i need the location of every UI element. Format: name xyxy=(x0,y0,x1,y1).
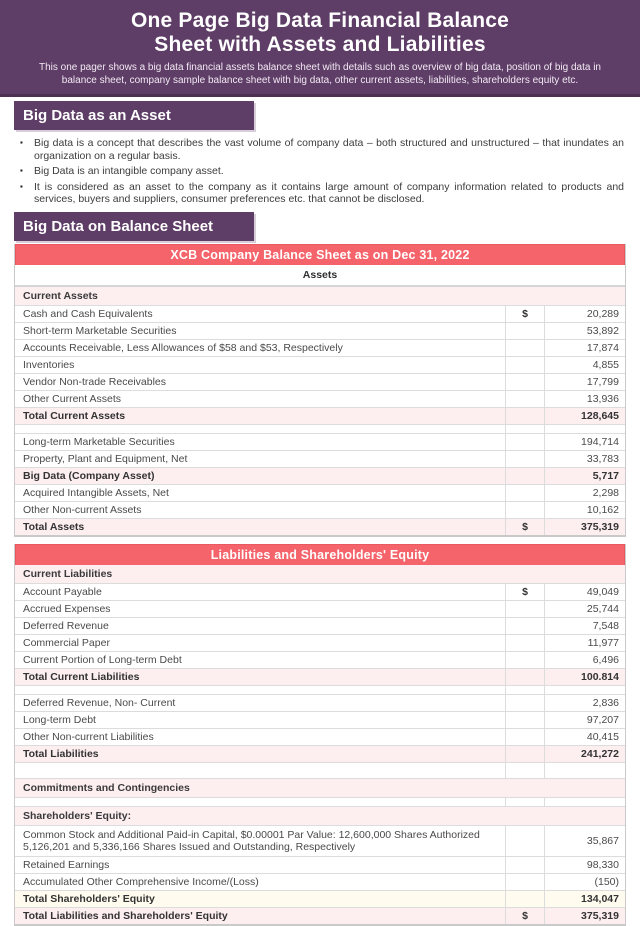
row-currency xyxy=(505,502,545,518)
row-label: Inventories xyxy=(23,358,75,371)
bullet-text: Big Data is an intangible company asset. xyxy=(34,165,224,177)
row-currency xyxy=(505,357,545,373)
row-label: Common Stock and Additional Paid-in Capital, $0.00001 Par Value: 12,600,000 Shares Authorized 5,126,201 and 5,336,166 Shares Issued and Outstanding, Respectively xyxy=(23,828,480,853)
row-currency xyxy=(505,635,545,651)
table-row xyxy=(15,601,625,618)
row-label: Total Current Assets xyxy=(23,409,126,422)
table-row xyxy=(15,485,625,502)
row-label xyxy=(15,798,505,806)
table-row xyxy=(15,287,625,306)
bullet-item xyxy=(16,181,624,206)
section-banner-label: Big Data as an Asset xyxy=(23,107,171,124)
table-row xyxy=(15,763,625,779)
row-currency xyxy=(505,618,545,634)
table-row xyxy=(15,265,625,287)
row-value: 134,047 xyxy=(581,892,619,905)
row-label: Deferred Revenue, Non- Current xyxy=(23,696,176,709)
row-value: 100.814 xyxy=(581,670,619,683)
row-label: Account Payable xyxy=(23,585,102,598)
row-label: Assets xyxy=(302,268,338,281)
row-currency xyxy=(505,391,545,407)
row-label: Shareholders' Equity: xyxy=(23,809,132,822)
row-value: 2,298 xyxy=(592,486,619,499)
bullet-text: It is considered as an asset to the company as it contains large amount of company information related to products and services, buyers and suppliers, consumer preferences etc. that cannot be disclosed. xyxy=(34,180,624,205)
row-value: 11,977 xyxy=(587,636,619,649)
liabilities-table-body xyxy=(15,565,625,925)
assets-table-header: XCB Company Balance Sheet as on Dec 31, 2022 xyxy=(15,244,625,265)
row-currency xyxy=(505,468,545,484)
bullet-item xyxy=(16,137,624,162)
liabilities-table-header: Liabilities and Shareholders' Equity xyxy=(15,544,625,565)
row-currency xyxy=(505,652,545,668)
row-value: 194,714 xyxy=(581,435,619,448)
liabilities-table xyxy=(14,544,626,926)
row-value: 97,207 xyxy=(586,713,619,726)
row-currency xyxy=(505,763,545,778)
page-title-line1: One Page Big Data Financial Balance xyxy=(130,9,510,32)
table-row xyxy=(15,434,625,451)
row-label: Long-term Marketable Securities xyxy=(23,435,175,448)
page-header xyxy=(0,0,640,97)
row-label: Other Non-current Liabilities xyxy=(23,730,154,743)
table-row xyxy=(15,408,625,425)
table-row xyxy=(15,652,625,669)
table-row xyxy=(15,635,625,652)
row-label: Property, Plant and Equipment, Net xyxy=(23,452,188,465)
row-value: 25,744 xyxy=(586,602,619,615)
row-label xyxy=(15,763,505,778)
assets-table xyxy=(14,244,626,537)
table-row xyxy=(15,425,625,434)
row-label: Deferred Revenue xyxy=(23,619,109,632)
row-label: Accrued Expenses xyxy=(23,602,111,615)
row-currency xyxy=(505,874,545,890)
table-row xyxy=(15,391,625,408)
row-value: 10,162 xyxy=(586,503,619,516)
row-label: Total Current Liabilities xyxy=(23,670,140,683)
row-label: Current Liabilities xyxy=(23,567,113,580)
table-row xyxy=(15,779,625,798)
row-value: 98,330 xyxy=(586,858,619,871)
section-banner-label: Big Data on Balance Sheet xyxy=(23,217,214,235)
row-label: Other Non-current Assets xyxy=(23,503,142,516)
bullet-icon: ▪ xyxy=(20,138,23,147)
table-row xyxy=(15,340,625,357)
table-row xyxy=(15,729,625,746)
row-label: Total Shareholders' Equity xyxy=(23,892,155,905)
row-label: Acquired Intangible Assets, Net xyxy=(23,486,169,499)
table-row xyxy=(15,686,625,695)
row-currency xyxy=(505,340,545,356)
row-currency: $ xyxy=(505,306,545,322)
row-value: 6,496 xyxy=(592,653,619,666)
row-label: Total Assets xyxy=(23,520,85,533)
row-label: Accumulated Other Comprehensive Income/(Loss) xyxy=(23,875,259,888)
row-value: 5,717 xyxy=(592,469,619,482)
table-row xyxy=(15,618,625,635)
row-value: (150) xyxy=(594,875,619,888)
row-label: Total Liabilities and Shareholders' Equity xyxy=(23,909,228,922)
table-row xyxy=(15,669,625,686)
row-label: Total Liabilities xyxy=(23,747,99,760)
row-currency xyxy=(505,601,545,617)
row-label xyxy=(15,686,505,694)
page-title xyxy=(0,9,640,57)
table-row xyxy=(15,306,625,323)
row-value xyxy=(545,763,625,778)
page-title-line2: Sheet with Assets and Liabilities xyxy=(154,33,486,56)
row-value xyxy=(545,686,625,694)
row-label: Accounts Receivable, Less Allowances of $58 and $53, Respectively xyxy=(23,341,343,354)
table-row xyxy=(15,746,625,763)
table-row xyxy=(15,502,625,519)
table-row xyxy=(15,857,625,874)
row-currency xyxy=(505,798,545,806)
row-label xyxy=(15,425,505,433)
row-label: Commitments and Contingencies xyxy=(23,781,190,794)
row-currency xyxy=(505,891,545,907)
row-label: Retained Earnings xyxy=(23,858,110,871)
bullet-item xyxy=(16,165,624,178)
row-currency xyxy=(505,729,545,745)
table-row xyxy=(15,374,625,391)
row-label: Short-term Marketable Securities xyxy=(23,324,177,337)
bullet-text: Big data is a concept that describes the vast volume of company data – both structured and unstructured – that inundates an organization on a regular basis. xyxy=(34,137,624,162)
row-label: Current Portion of Long-term Debt xyxy=(23,653,182,666)
row-currency xyxy=(505,434,545,450)
section-banner-big-data-asset xyxy=(14,101,254,130)
row-value: 4,855 xyxy=(592,358,619,371)
table-row xyxy=(15,519,625,536)
row-value xyxy=(545,425,625,433)
row-value: 2,836 xyxy=(592,696,619,709)
row-value: 53,892 xyxy=(586,324,619,337)
bullet-list xyxy=(16,137,624,206)
row-currency xyxy=(505,451,545,467)
row-value: 241,272 xyxy=(581,747,619,760)
row-value: 17,874 xyxy=(586,341,619,354)
row-currency xyxy=(505,669,545,685)
row-label: Other Current Assets xyxy=(23,392,122,405)
row-value: 375,319 xyxy=(581,520,619,533)
table-row xyxy=(15,712,625,729)
row-value: 7,548 xyxy=(592,619,619,632)
table-row xyxy=(15,584,625,601)
table-row xyxy=(15,468,625,485)
row-value: 17,799 xyxy=(586,375,619,388)
row-value xyxy=(545,798,625,806)
table-row xyxy=(15,798,625,807)
table-row xyxy=(15,451,625,468)
assets-table-body xyxy=(15,265,625,536)
row-currency xyxy=(505,857,545,873)
table-row xyxy=(15,826,625,857)
table-row xyxy=(15,908,625,925)
row-label: Vendor Non-trade Receivables xyxy=(23,375,167,388)
row-label: Long-term Debt xyxy=(23,713,96,726)
table-row xyxy=(15,891,625,908)
row-currency xyxy=(505,746,545,762)
row-currency xyxy=(505,485,545,501)
row-label: Current Assets xyxy=(23,289,98,302)
row-currency xyxy=(505,374,545,390)
bullet-icon: ▪ xyxy=(20,181,23,191)
row-currency xyxy=(505,826,545,856)
row-label: Commercial Paper xyxy=(23,636,110,649)
table-row xyxy=(15,357,625,374)
row-currency: $ xyxy=(505,584,545,600)
row-currency xyxy=(505,686,545,694)
row-label: Big Data (Company Asset) xyxy=(23,469,155,482)
row-value: 35,867 xyxy=(586,834,619,847)
row-label: Cash and Cash Equivalents xyxy=(23,307,153,320)
row-currency xyxy=(505,408,545,424)
row-currency xyxy=(505,323,545,339)
table-row xyxy=(15,565,625,584)
row-currency: $ xyxy=(505,519,545,535)
row-value: 20,289 xyxy=(586,307,619,320)
page-subtitle: This one pager shows a big data financial assets balance sheet with details such as overview of big data, position of big data in balance sheet, company sample balance sheet with big data, other current assets, liabilities, shareholders equity etc. xyxy=(38,62,601,86)
row-value: 40,415 xyxy=(586,730,619,743)
row-currency xyxy=(505,712,545,728)
row-currency: $ xyxy=(505,908,545,924)
section-banner-balance-sheet xyxy=(14,212,254,241)
table-row xyxy=(15,323,625,340)
row-value: 128,645 xyxy=(581,409,619,422)
table-row xyxy=(15,874,625,891)
row-value: 49,049 xyxy=(586,585,619,598)
row-value: 33,783 xyxy=(586,452,619,465)
table-row xyxy=(15,695,625,712)
row-currency xyxy=(505,695,545,711)
table-row xyxy=(15,807,625,826)
bullet-icon: ▪ xyxy=(20,166,23,175)
row-currency xyxy=(505,425,545,433)
row-value: 13,936 xyxy=(586,392,619,405)
row-value: 375,319 xyxy=(581,909,619,922)
